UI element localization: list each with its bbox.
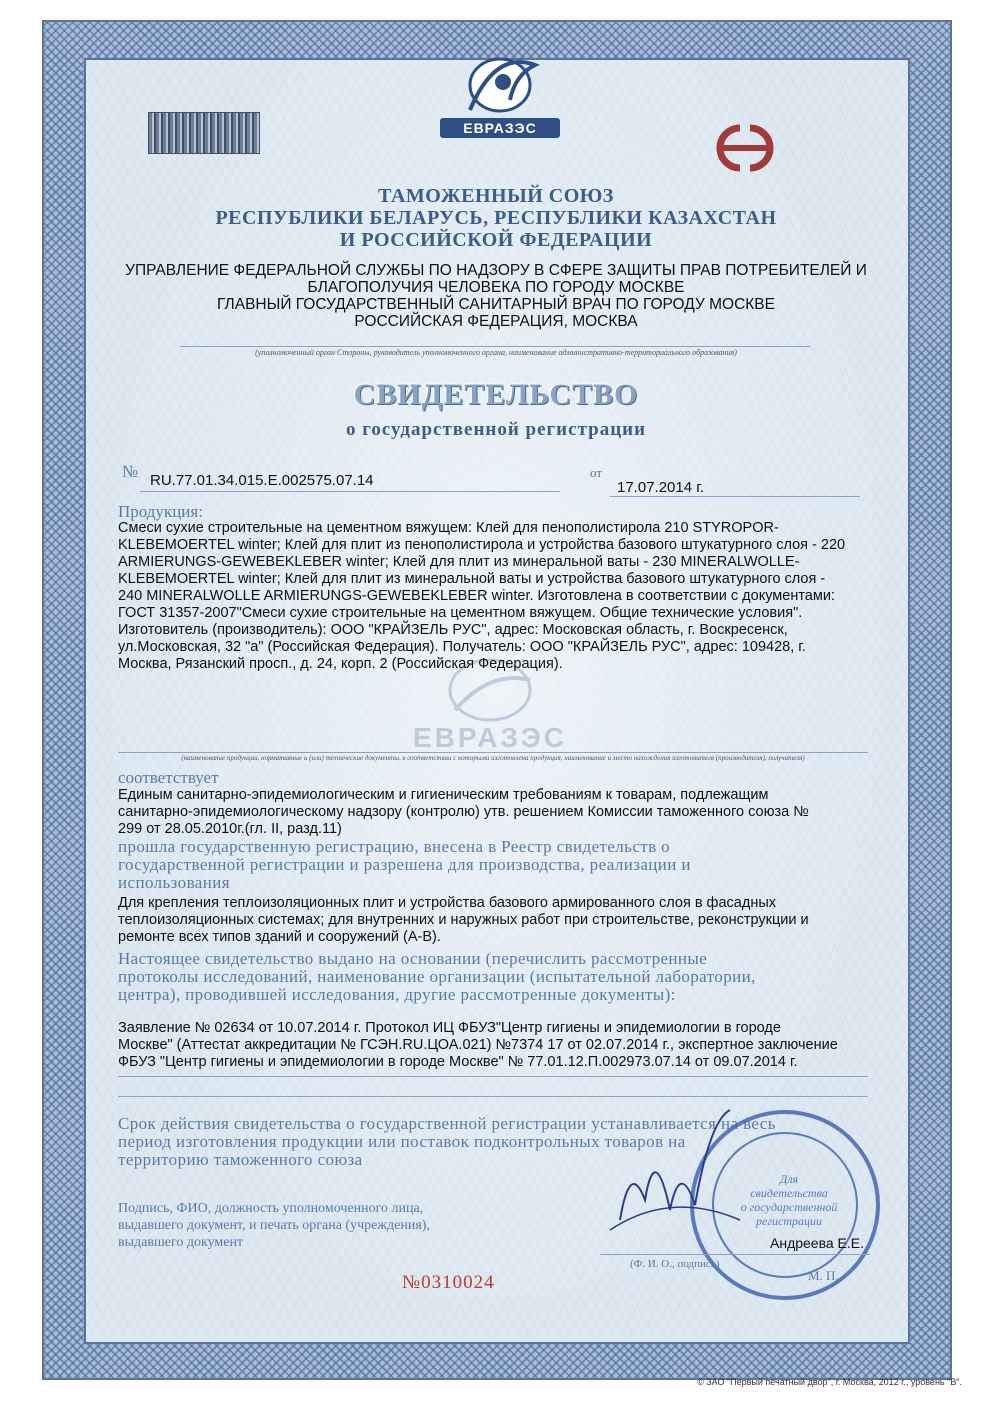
serial-number: №0310024	[402, 1272, 495, 1293]
product-hint: (наименование продукции, нормативные и (или) технические документы, в соответствии с которыми изготовлена продукция, наименование и место нахождения изготовителя (производителя), получателя)	[181, 754, 805, 762]
product-line: Изготовитель (производитель): ООО "КРАЙЗЕЛЬ РУС", адрес: Московская область, г. Воскресенск,	[118, 622, 788, 638]
product-line: Смеси сухие строительные на цементном вяжущем: Клей для пенополистирола 210 STYROPOR-	[118, 520, 779, 536]
signature-caption-line: выдавшего документ, и печать органа (учреждения),	[118, 1218, 430, 1233]
evrazes-logo	[425, 40, 575, 150]
basis-line: протоколы исследований, наименование организации (испытательной лаборатории,	[118, 967, 756, 986]
union-line-3: И РОССИЙСКОЙ ФЕДЕРАЦИИ	[339, 229, 653, 251]
product-line: KLEBEMOERTEL winter; Клей для плит из минеральной ваты и устройства базового штукатурного слоя -	[118, 571, 826, 587]
stamp-line: о государственной	[740, 1200, 838, 1214]
hologram-strip	[148, 112, 260, 154]
printer-footer: © ЗАО "Первый печатный двор", г. Москва, 2012 г., уровень "В".	[697, 1377, 962, 1387]
validity-line: период изготовления продукции или поставок подконтрольных товаров на	[118, 1132, 686, 1151]
signature-caption	[118, 1200, 558, 1251]
document-title: СВИДЕТЕЛЬСТВО	[353, 378, 639, 411]
usage-line: Для крепления теплоизоляционных плит и устройства базового армированного слоя в фасадных	[118, 895, 777, 911]
handwritten-signature	[600, 1100, 750, 1240]
registration-number: RU.77.01.34.015.Е.002575.07.14	[150, 472, 374, 489]
registered-line: прошла государственную регистрацию, внесена в Реестр свидетельств о	[118, 837, 671, 856]
basis-doc-line: Москве" (Аттестат аккредитации № ГСЭН.RU.ЦОА.021) №7374 17 от 02.07.2014 г., экспертное заключение	[118, 1037, 838, 1053]
date-label: от	[590, 465, 603, 480]
product-line: Москва, Рязанский просп., д. 24, корп. 2 (Российская Федерация).	[118, 656, 563, 672]
conform-label: соответствует	[118, 768, 219, 787]
number-underline	[140, 491, 560, 492]
product-line: KLEBEMOERTEL winter; Клей для плит из пенополистирола и устройства базового штукатурного слоя - 220	[118, 537, 846, 553]
document-subtitle: о государственной регистрации	[345, 419, 647, 440]
evrazes-label: ЕВРАЗЭС	[463, 120, 537, 136]
conform-line: Единым санитарно-эпидемиологическим и гигиеническим требованиям к товарам, подлежащим	[118, 787, 769, 803]
conform-line: санитарно-эпидемиологическому надзору (контролю) утв. решением Комиссии таможенного союза №	[118, 804, 809, 820]
union-line-1: ТАМОЖЕННЫЙ СОЮЗ	[378, 185, 614, 207]
product-description	[118, 520, 878, 673]
authority-line-1: УПРАВЛЕНИЕ ФЕДЕРАЛЬНОЙ СЛУЖБЫ ПО НАДЗОРУ В СФЕРЕ ЗАЩИТЫ ПРАВ ПОТРЕБИТЕЛЕЙ И	[125, 262, 867, 279]
number-label: №	[122, 462, 139, 481]
product-line: ARMIERUNGS-GEWEBEKLEBER winter; Клей для плит из минеральной ваты - 230 MINERALWOLLE-	[118, 554, 800, 570]
product-line: ГОСТ 31357-2007"Смеси сухие строительные на цементном вяжущем. Общие технические условия".	[118, 605, 803, 621]
product-line: 240 MINERALWOLLE ARMIERUNGS-GEWEBEKLEBER winter. Изготовлена в соответствии с документами:	[118, 588, 835, 604]
signature-caption-line: Подпись, ФИО, должность уполномоченного лица,	[118, 1201, 424, 1216]
signature-underline	[600, 1254, 870, 1255]
product-label: Продукция:	[118, 502, 203, 521]
basis-intro	[118, 950, 878, 1004]
product-line: ул.Московская, 32 "а" (Российская Федерация). Получатель: ООО "КРАЙЗЕЛЬ РУС", адрес: 109428, г.	[118, 639, 806, 655]
se-mark-icon	[700, 118, 790, 178]
basis-documents	[118, 1020, 878, 1071]
basis-line: центра), проводившей исследования, другие рассмотренные документы):	[118, 985, 676, 1004]
validity-line: территорию таможенного союза	[118, 1150, 363, 1169]
fio-hint: (Ф. И. О., подпись)	[630, 1258, 720, 1270]
authority-line-4: РОССИЙСКАЯ ФЕДЕРАЦИЯ, МОСКВА	[354, 313, 638, 330]
date-underline	[610, 496, 860, 497]
conform-text	[118, 787, 878, 838]
registered-line: государственной регистрации и разрешена для производства, реализации и	[118, 855, 691, 874]
registered-line: использования	[118, 873, 230, 892]
basis-underline-1	[118, 1076, 868, 1077]
authority-underline	[180, 346, 810, 347]
authority-line-2: БЛАГОПОЛУЧИЯ ЧЕЛОВЕКА ПО ГОРОДУ МОСКВЕ	[307, 279, 685, 296]
conform-line: 299 от 28.05.2010г.(гл. II, разд.11)	[118, 821, 342, 837]
usage-text	[118, 895, 878, 946]
authority-line-3: ГЛАВНЫЙ ГОСУДАРСТВЕННЫЙ САНИТАРНЫЙ ВРАЧ ПО ГОРОДУ МОСКВЕ	[217, 296, 775, 313]
issue-date: 17.07.2014 г.	[617, 479, 705, 496]
stamp-line: регистрации	[756, 1214, 822, 1228]
basis-doc-line: ФБУЗ "Центр гигиены и эпидемиологии в городе Москве" № 77.01.12.П.002973.07.14 от 09.07.2014 г.	[118, 1054, 798, 1070]
basis-doc-line: Заявление № 02634 от 10.07.2014 г. Протокол ИЦ ФБУЗ"Центр гигиены и эпидемиологии в городе	[118, 1020, 781, 1036]
authority-hint: (уполномоченный орган Стороны, руководитель уполномоченного органа, наименование административно-территориального образования)	[255, 348, 737, 357]
mp-label: М. П.	[808, 1268, 839, 1283]
usage-line: ремонте всех типов зданий и сооружений (А-В).	[118, 929, 441, 945]
stamp-line: Для	[779, 1172, 799, 1186]
usage-line: теплоизоляционных системах; для внутренних и наружных работ при строительстве, реконструкции и	[118, 912, 809, 928]
union-line-2: РЕСПУБЛИКИ БЕЛАРУСЬ, РЕСПУБЛИКИ КАЗАХСТАН	[215, 207, 777, 229]
se-mark	[700, 118, 790, 178]
stamp-line: свидетельства	[750, 1186, 828, 1200]
validity-line: Срок действия свидетельства о государственной регистрации устанавливается на весь	[118, 1114, 776, 1133]
basis-underline-2	[118, 1096, 868, 1097]
product-underline	[118, 752, 868, 753]
signatory-name: Андреева Е.Е.	[770, 1235, 865, 1251]
registered-text	[118, 838, 878, 892]
basis-line: Настоящее свидетельство выдано на основании (перечислить рассмотренные	[118, 949, 708, 968]
signature-caption-line: выдавшего документ	[118, 1235, 244, 1250]
watermark-label: ЕВРАЗЭС	[412, 722, 567, 753]
